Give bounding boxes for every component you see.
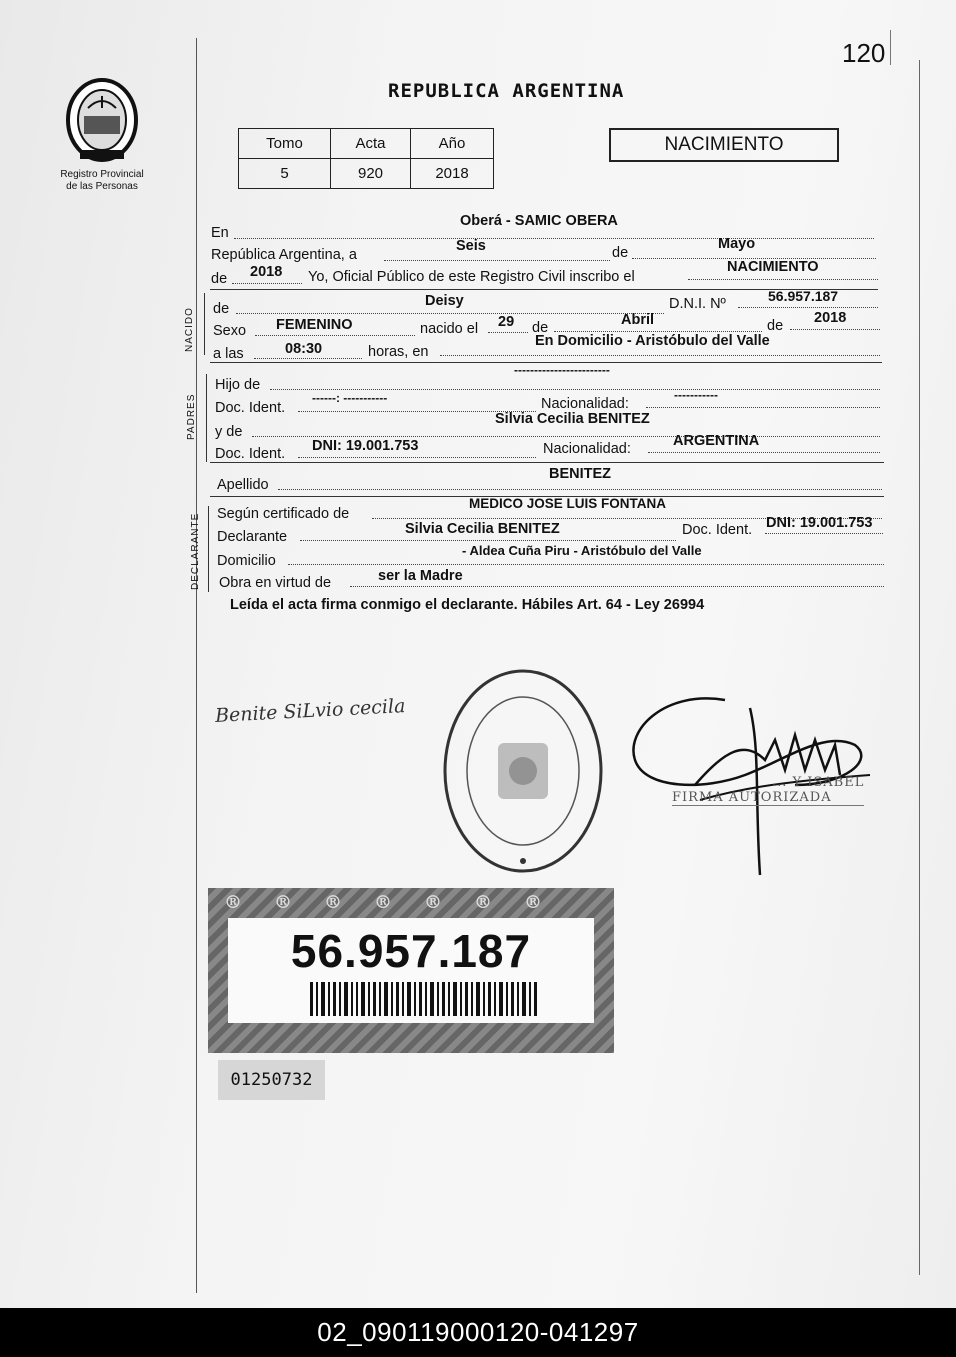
declarant-address: - Aldea Cuña Piru - Aristóbulo del Valle — [462, 543, 702, 558]
certifying-doctor: MEDICO JOSE LUIS FONTANA — [469, 496, 667, 511]
padres-tag: PADRES — [186, 393, 197, 440]
signature-caption: FIRMA AUTORIZADA — [672, 790, 864, 806]
registration-day: Seis — [456, 238, 486, 254]
mother-doc: DNI: 19.001.753 — [312, 438, 419, 454]
declarant-name: Silvia Cecilia BENITEZ — [405, 521, 560, 537]
left-margin-line — [196, 38, 197, 1293]
id-sticker — [208, 888, 614, 1053]
dotted-line — [288, 564, 884, 565]
dotted-line — [688, 279, 878, 280]
provincial-seal-icon — [62, 76, 142, 164]
doc-ident-2-label: Doc. Ident. — [215, 446, 286, 462]
registry-logo — [52, 76, 152, 193]
dotted-line — [236, 313, 664, 314]
act-type: NACIMIENTO — [727, 259, 819, 275]
nacido-de-label: de — [213, 301, 230, 317]
registry-office: Oberá - SAMIC OBERA — [460, 213, 618, 229]
ref-value-acta: 920 — [331, 159, 411, 189]
dotted-line — [270, 389, 880, 390]
sticker-pattern-icon: ® — [324, 892, 342, 913]
birth-day: 29 — [498, 314, 515, 330]
file-id-bar: 02_090119000120-041297 — [0, 1308, 956, 1357]
birth-place: En Domicilio - Aristóbulo del Valle — [535, 333, 770, 349]
dotted-line — [554, 331, 762, 332]
birth-year: 2018 — [814, 310, 847, 326]
birth-time: 08:30 — [285, 341, 323, 357]
sticker-pattern-icon: ® — [424, 892, 442, 913]
sticker-id-number: 56.957.187 — [290, 925, 532, 977]
dotted-line — [646, 407, 880, 408]
ref-header-acta: Acta — [331, 129, 411, 159]
officer-statement: Yo, Oficial Público de este Registro Civil inscribo el — [308, 269, 635, 285]
ref-header-tomo: Tomo — [239, 129, 331, 159]
alas-label: a las — [213, 346, 244, 362]
dotted-line — [254, 358, 362, 359]
registration-month: Mayo — [718, 236, 756, 252]
birth-de-label: de — [532, 320, 549, 336]
dotted-line — [440, 355, 880, 356]
declarant-doc: DNI: 19.001.753 — [766, 515, 873, 531]
obra-label: Obra en virtud de — [219, 575, 332, 591]
closing-note: Leída el acta firma conmigo el declarante. Hábiles Art. 64 - Ley 26994 — [230, 597, 705, 613]
father-name: ------------------------ — [514, 363, 610, 377]
nacionalidad-1-label: Nacionalidad: — [541, 396, 629, 412]
dotted-line — [384, 260, 610, 261]
sticker-pattern-icon: ® — [274, 892, 292, 913]
official-stamp — [440, 665, 606, 886]
signature-name-fragment: ... Y ISABEL — [772, 775, 865, 790]
father-nationality: ----------- — [674, 388, 718, 402]
ref-value-tomo: 5 — [239, 159, 331, 189]
sticker-pattern-icon: ® — [524, 892, 542, 913]
barcode-icon — [310, 982, 538, 1016]
declarant-doc-label: Doc. Ident. — [682, 522, 753, 538]
dni-label: D.N.I. Nº — [669, 296, 726, 312]
document-title: REPUBLICA ARGENTINA — [388, 80, 625, 102]
logo-label-line1: Registro Provincial — [60, 169, 144, 180]
page-number: 120 — [842, 38, 886, 68]
dotted-line — [234, 238, 874, 239]
dotted-line — [765, 533, 883, 534]
dotted-line — [738, 307, 878, 308]
mother-nationality: ARGENTINA — [673, 433, 760, 449]
nacido-tag: NACIDO — [184, 307, 195, 352]
surname: BENITEZ — [549, 466, 612, 482]
reference-table — [238, 128, 494, 189]
sticker-pattern-icon: ® — [474, 892, 492, 913]
child-name: Deisy — [425, 293, 464, 309]
dotted-line — [300, 540, 676, 541]
dotted-line — [790, 329, 880, 330]
handwritten-signature: Benite SiLvio cecila — [214, 695, 406, 727]
dotted-line — [278, 489, 882, 490]
top-right-mark — [890, 30, 891, 65]
child-dni: 56.957.187 — [768, 288, 839, 304]
mother-name: Silvia Cecilia BENITEZ — [495, 411, 650, 427]
dotted-line — [232, 283, 302, 284]
apellido-label: Apellido — [217, 477, 269, 493]
authorized-signature-caption — [672, 775, 864, 806]
declarante-tag: DECLARANTE — [190, 512, 201, 590]
birth-month: Abril — [621, 312, 655, 328]
dotted-line — [252, 436, 880, 437]
certificado-label: Según certificado de — [217, 506, 350, 522]
declarante-label: Declarante — [217, 529, 288, 545]
doc-ident-1-label: Doc. Ident. — [215, 400, 286, 416]
republic-label: República Argentina, a — [211, 247, 357, 263]
logo-label-line2: de las Personas — [66, 181, 138, 192]
stamp-seal-icon — [440, 665, 606, 881]
en-label: En — [211, 225, 229, 241]
section-bracket — [208, 506, 209, 592]
section-divider — [210, 462, 884, 463]
dotted-line — [298, 457, 536, 458]
birth-de2-label: de — [767, 318, 784, 334]
father-doc: ------: ----------- — [312, 391, 388, 405]
ref-header-ano: Año — [411, 129, 494, 159]
sexo-label: Sexo — [213, 323, 247, 339]
domicilio-label: Domicilio — [217, 553, 276, 569]
dotted-line — [350, 586, 884, 587]
sticker-label — [228, 918, 594, 1023]
declarant-role: ser la Madre — [378, 568, 463, 584]
section-bracket — [204, 293, 205, 355]
sticker-pattern-icon: ® — [224, 892, 242, 913]
serial-number: 01250732 — [218, 1060, 325, 1100]
de-label: de — [612, 245, 629, 261]
right-margin-line — [919, 60, 920, 1275]
dotted-line — [648, 452, 880, 453]
de2-label: de — [211, 271, 228, 287]
nacido-el-label: nacido el — [420, 321, 479, 337]
section-bracket — [206, 374, 207, 462]
dotted-line — [488, 332, 528, 333]
sticker-pattern-icon: ® — [374, 892, 392, 913]
registration-year: 2018 — [250, 264, 283, 280]
document-type-box: NACIMIENTO — [609, 128, 839, 162]
child-sex: FEMENINO — [276, 317, 353, 333]
y-de-label: y de — [215, 424, 243, 440]
horas-label: horas, en — [368, 344, 429, 360]
ref-value-ano: 2018 — [411, 159, 494, 189]
nacionalidad-2-label: Nacionalidad: — [543, 441, 631, 457]
dotted-line — [255, 335, 415, 336]
hijo-de-label: Hijo de — [215, 377, 261, 393]
